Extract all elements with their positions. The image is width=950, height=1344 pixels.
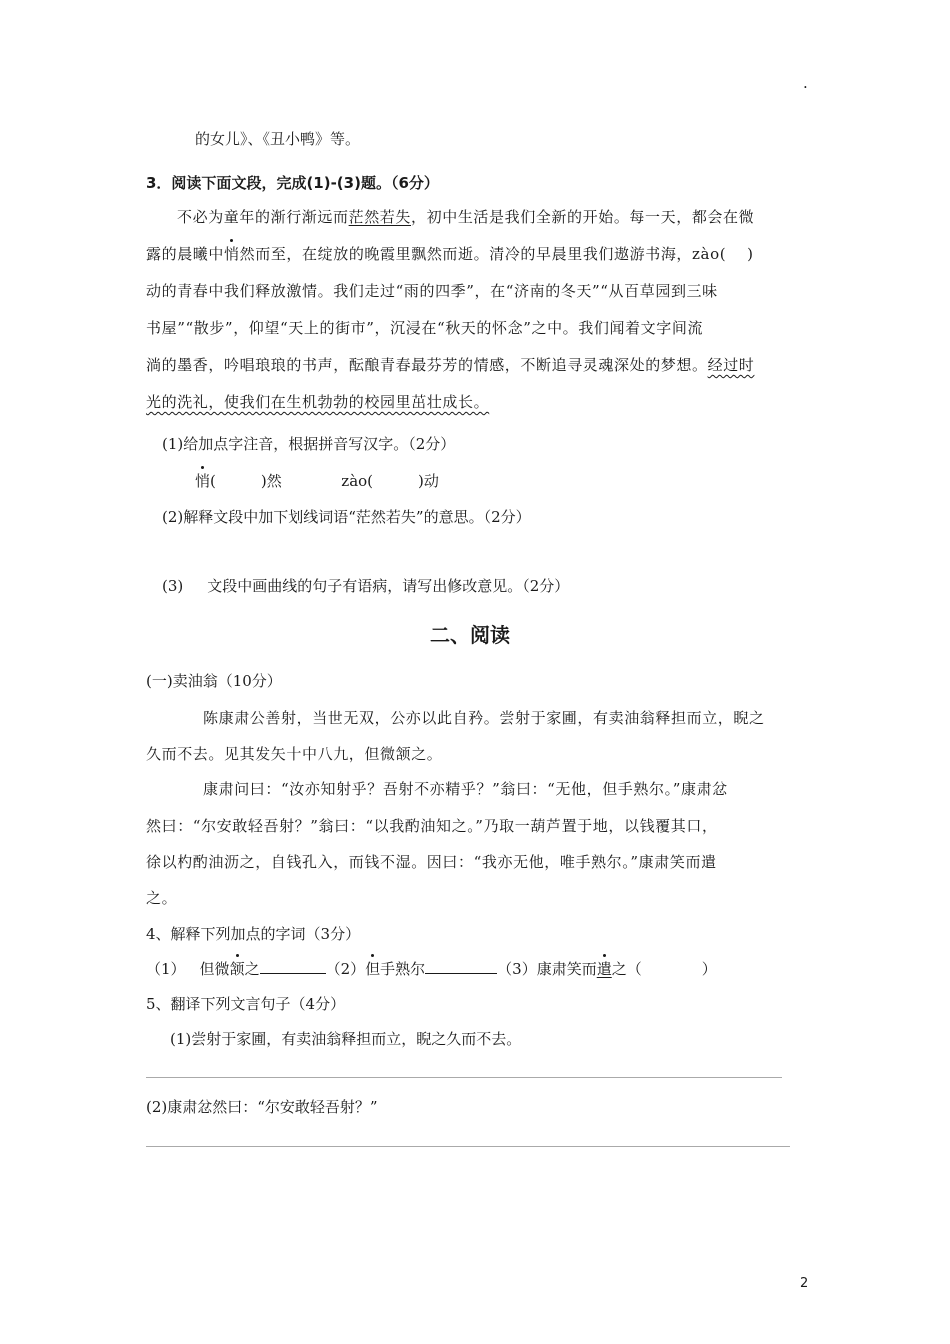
q3-para-line-2: [146, 243, 754, 264]
q5-sentence-1: (1)尝射于家圃，有卖油翁释担而立，睨之久而不去。: [170, 1030, 522, 1048]
q3-sub1-item-a: ( )然: [210, 472, 282, 490]
q3-title: 3．阅读下面文段，完成(1)-(3)题。（6分）: [146, 174, 439, 192]
q4-title: 4、解释下列加点的字词（3分）: [146, 925, 361, 943]
previous-line: 的女儿》、《丑小鸭》等。: [195, 130, 361, 148]
q5-sentence-2: (2)康肃忿然曰：“尔安敢轻吾射？”: [146, 1098, 378, 1116]
passage-line-2: 久而不去。见其发矢十中八九，但微颔之。: [146, 745, 443, 763]
q3-para-line-4: 书屋”“散步”，仰望“天上的街市”，沉浸在“秋天的怀念”之中。我们闻着文字间流: [146, 319, 704, 337]
q3-p1-b: ，初中生活是我们全新的开始。每一天，都会在微: [411, 208, 755, 226]
header-dot: .: [803, 74, 808, 92]
q3-sub2: (2)解释文段中加下划线词语“茫然若失”的意思。（2分）: [162, 508, 531, 526]
q3-wavy-text-2: 光的洗礼，使我们在生机勃勃的校园里茁壮成长。: [146, 393, 490, 411]
q3-para-line-3: 动的青春中我们释放激情。我们走过“雨的四季”，在“济南的冬天”“从百草园到三味: [146, 282, 718, 300]
q3-sub3-num: (3): [162, 577, 184, 595]
q4-item1-b: 之: [244, 960, 260, 978]
q3-sub1-dotted-char: 悄: [195, 472, 211, 490]
q5-title: 5、翻译下列文言句子（4分）: [146, 995, 346, 1013]
q3-para-line-6: [146, 391, 489, 412]
q3-p5-a: 淌的墨香，吟唱琅琅的书声，酝酿青春最芬芳的情感，不断追寻灵魂深处的梦想。: [146, 356, 708, 374]
passage-line-1: 陈康肃公善射，当世无双，公亦以此自矜。尝射于家圃，有卖油翁释担而立，睨之: [203, 709, 765, 727]
q4-item1-dotted-char: 颔: [229, 960, 245, 978]
q3-p2-b: 然而至，在绽放的晚霞里飘然而逝。清冷的早晨里我们遨游书海，zào( ): [239, 245, 754, 263]
q3-sub1-items: [195, 470, 439, 491]
q4-item1-num: （1）: [146, 960, 186, 978]
q3-wavy-text-1: 经过时: [707, 356, 755, 374]
q4-item3-dotted-char: 遣: [596, 960, 612, 978]
passage-line-3: 康肃问曰：“汝亦知射乎？吾射不亦精乎？”翁曰：“无他，但手熟尔。”康肃忿: [203, 780, 728, 798]
section-title: 二、阅读: [430, 623, 510, 647]
q5-answer-line-1[interactable]: [146, 1077, 782, 1078]
q4-item3-b: 之（ ）: [611, 960, 717, 978]
q5-answer-line-2[interactable]: [146, 1146, 790, 1147]
part-title: (一)卖油翁（10分）: [146, 672, 282, 690]
passage-line-5: 徐以杓酌油沥之，自钱孔入，而钱不湿。因曰：“我亦无他，唯手熟尔。”康肃笑而遣: [146, 853, 717, 871]
q4-item1-a: 但微: [199, 960, 230, 978]
q4-item2-dotted-char: 但: [365, 960, 381, 978]
q3-sub3: [162, 575, 569, 596]
q3-underlined-word: 茫然若失: [348, 208, 412, 226]
q4-item3-a: （3）康肃笑而: [497, 960, 597, 978]
q3-p2-a: 露的晨曦中: [146, 245, 225, 263]
q3-para-line-5: [146, 354, 754, 375]
q3-para-line-1: [177, 206, 754, 227]
q4-items: [146, 958, 717, 979]
page-number: 2: [800, 1276, 809, 1291]
q3-sub1-item-b: zào( )动: [341, 472, 439, 490]
q3-p1-a: 不必为童年的渐行渐远而: [177, 208, 349, 226]
q4-item2-num: （2）: [325, 960, 366, 978]
q4-item1-blank[interactable]: [260, 959, 326, 974]
passage-line-6: 之。: [146, 889, 178, 907]
q3-sub3-text: 文段中画曲线的句子有语病，请写出修改意见。（2分）: [207, 577, 570, 595]
q4-item2-blank[interactable]: [425, 959, 497, 974]
q3-sub1: (1)给加点字注音，根据拼音写汉字。（2分）: [162, 435, 456, 453]
q3-dotted-char: 悄: [224, 245, 240, 263]
q4-item2-b: 手熟尔: [380, 960, 426, 978]
passage-line-4: 然曰：“尔安敢轻吾射？”翁曰：“以我酌油知之。”乃取一葫芦置于地，以钱覆其口，: [146, 817, 718, 835]
